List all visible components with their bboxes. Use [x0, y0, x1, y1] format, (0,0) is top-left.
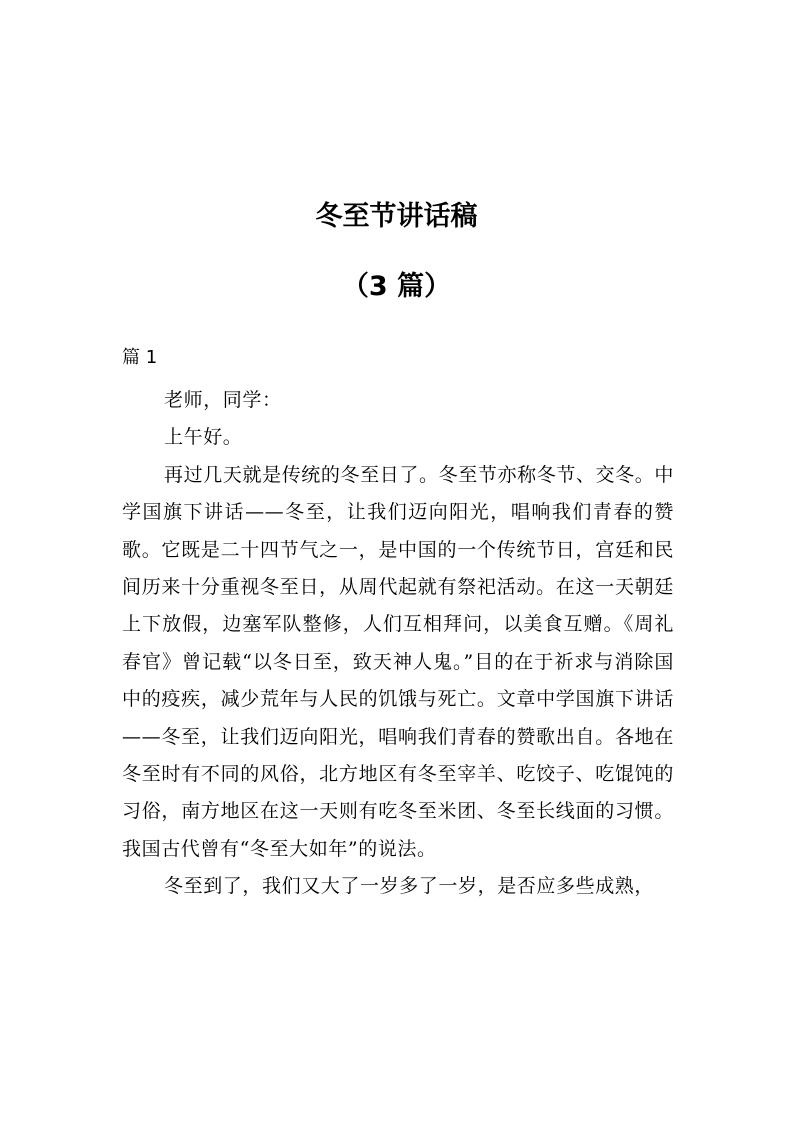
paragraph-greeting: 老师，同学：	[164, 389, 282, 411]
document-subtitle: （3 篇）	[341, 271, 452, 302]
paragraph-main: 再过几天就是传统的冬至日了。冬至节亦称冬节、交冬。中学国旗下讲话——冬至，让我们迈向阳光，唱响我们青春的赞歌。它既是二十四节气之一，是中国的一个传统节日，宫廷和民间历来十分重视冬至日，从周代起就有祭祀活动。在这一天朝廷上下放假，边塞军队整修，人们互相拜问，以美食互赠。《周礼春官》曾记载“以冬日至，致天神人鬼。”目的在于祈求与消除国中的疫疾，减少荒年与人民的饥饿与死亡。文章中学国旗下讲话——冬至，让我们迈向阳光，唱响我们青春的赞歌出自。各地在冬至时有不同的风俗，北方地区有冬至宰羊、吃饺子、吃馄饨的习俗，南方地区在这一天则有吃冬至米团、冬至长线面的习惯。我国古代曾有“冬至大如年”的说法。	[122, 463, 674, 860]
document-title: 冬至节讲话稿	[315, 201, 478, 232]
section-label: 篇 1	[122, 347, 158, 368]
paragraph-continued: 冬至到了，我们又大了一岁多了一岁，是否应多些成熟，	[164, 875, 655, 898]
body-text	[122, 382, 674, 906]
paragraph-salutation: 上午好。	[164, 426, 243, 449]
